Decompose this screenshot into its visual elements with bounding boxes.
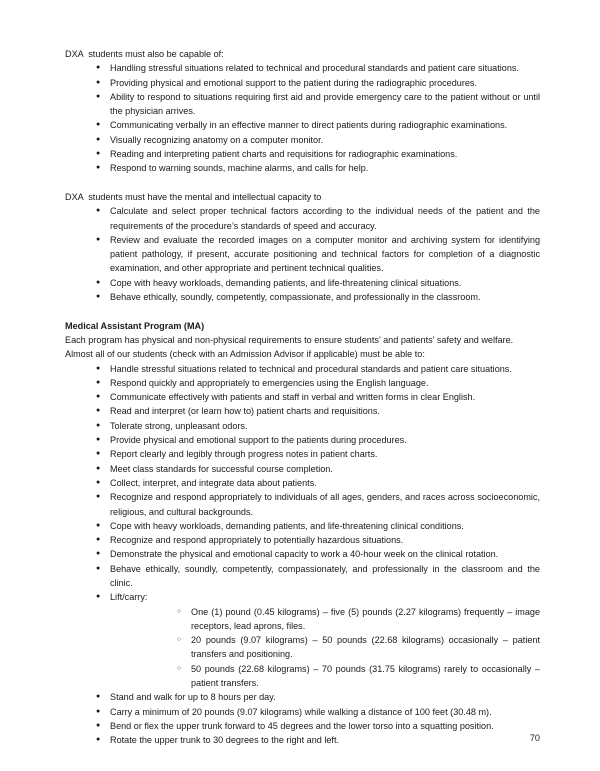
list-item: ● Bend or flex the upper trunk forward to 45 degrees and the lower torso into a squatting position.	[65, 719, 540, 733]
list-item: ● Visually recognizing anatomy on a computer monitor.	[65, 133, 540, 147]
list-item: ● Providing physical and emotional support to the patient during the radiographic procedures.	[65, 76, 540, 90]
section-spacer	[65, 176, 540, 190]
list-item: ● Demonstrate the physical and emotional capacity to work a 40-hour week on the clinical rotation.	[65, 547, 540, 561]
list-item: ● Behave ethically, soundly, competently, compassionately, and professionally in the classroom and the clinic.	[65, 562, 540, 591]
list-item: ● Rotate the upper trunk to 30 degrees to the right and left.	[65, 733, 540, 747]
list-item: ● Handling stressful situations related to technical and procedural standards and patient care situations.	[65, 61, 540, 75]
dxa-mental-list	[65, 204, 540, 304]
ma-requirements-list	[65, 362, 540, 748]
list-item: ● Communicate effectively with patients and staff in verbal and written forms in clear English.	[65, 390, 540, 404]
list-item: ● Respond to warning sounds, machine alarms, and calls for help.	[65, 161, 540, 175]
dxa-mental-lead: DXA students must have the mental and intellectual capacity to	[65, 191, 322, 202]
list-item: ● Meet class standards for successful course completion.	[65, 462, 540, 476]
ma-program-heading: Medical Assistant Program (MA)	[65, 320, 205, 331]
lift-carry-label: Lift/carry:	[110, 592, 148, 603]
ma-intro-line-1: Each program has physical and non-physical requirements to ensure students’ and patients’ safety and welfare.	[65, 334, 514, 345]
list-item: ● Respond quickly and appropriately to emergencies using the English language.	[65, 376, 540, 390]
list-item: ● Collect, interpret, and integrate data about patients.	[65, 476, 540, 490]
list-item: ● Read and interpret (or learn how to) patient charts and requisitions.	[65, 404, 540, 418]
list-item: ● Review and evaluate the recorded images on a computer monitor and archiving system for identifying patient pathology, if present, accurate positioning and technical factors for completion of a diagnostic examination, and other appropriate and pertinent technical qualities.	[65, 233, 540, 276]
list-item: ● Stand and walk for up to 8 hours per day.	[65, 690, 540, 704]
list-item: ● Calculate and select proper technical factors according to the individual needs of the patient and the requirements of the procedure’s standards of speed and accuracy.	[65, 204, 540, 233]
list-item: ● Carry a minimum of 20 pounds (9.07 kilograms) while walking a distance of 100 feet (30.48 m).	[65, 705, 540, 719]
list-item: ○ 20 pounds (9.07 kilograms) – 50 pounds (22.68 kilograms) occasionally – patient transfers and positioning.	[110, 633, 540, 662]
dxa-capable-lead: DXA students must also be capable of:	[65, 49, 224, 59]
list-item: ● Handle stressful situations related to technical and procedural standards and patient care situations.	[65, 362, 540, 376]
ma-intro-line-2: Almost all of our students (check with an Admission Advisor if applicable) must be able to:	[65, 349, 425, 360]
list-item: ● Report clearly and legibly through progress notes in patient charts.	[65, 447, 540, 461]
list-item: ● Behave ethically, soundly, competently, compassionate, and professionally in the classroom.	[65, 290, 540, 304]
lift-carry-item	[65, 590, 540, 690]
list-item: ● Tolerate strong, unpleasant odors.	[65, 419, 540, 433]
list-item: ● Cope with heavy workloads, demanding patients, and life-threatening clinical situations.	[65, 276, 540, 290]
dxa-capable-list	[65, 61, 540, 175]
list-item: ● Communicating verbally in an effective manner to direct patients during radiographic examinations.	[65, 118, 540, 132]
list-item: ● Cope with heavy workloads, demanding patients, and life-threatening clinical conditions.	[65, 519, 540, 533]
list-item: ● Ability to respond to situations requiring first aid and provide emergency care to the patient without or until the physician arrives.	[65, 90, 540, 119]
list-item: ● Recognize and respond appropriately to individuals of all ages, genders, and races across socioeconomic, religious, and cultural backgrounds.	[65, 490, 540, 519]
list-item: ● Provide physical and emotional support to the patients during procedures.	[65, 433, 540, 447]
list-item: ○ 50 pounds (22.68 kilograms) – 70 pounds (31.75 kilograms) rarely to occasionally – patient transfers.	[110, 662, 540, 691]
page-number: 70	[529, 733, 540, 743]
list-item: ● Reading and interpreting patient charts and requisitions for radiographic examinations.	[65, 147, 540, 161]
section-spacer	[65, 304, 540, 318]
list-item: ● Recognize and respond appropriately to potentially hazardous situations.	[65, 533, 540, 547]
list-item: ○ One (1) pound (0.45 kilograms) – five (5) pounds (2.27 kilograms) frequently – image receptors, lead aprons, files.	[110, 605, 540, 634]
page-content	[65, 47, 540, 748]
lift-carry-list	[110, 605, 540, 691]
